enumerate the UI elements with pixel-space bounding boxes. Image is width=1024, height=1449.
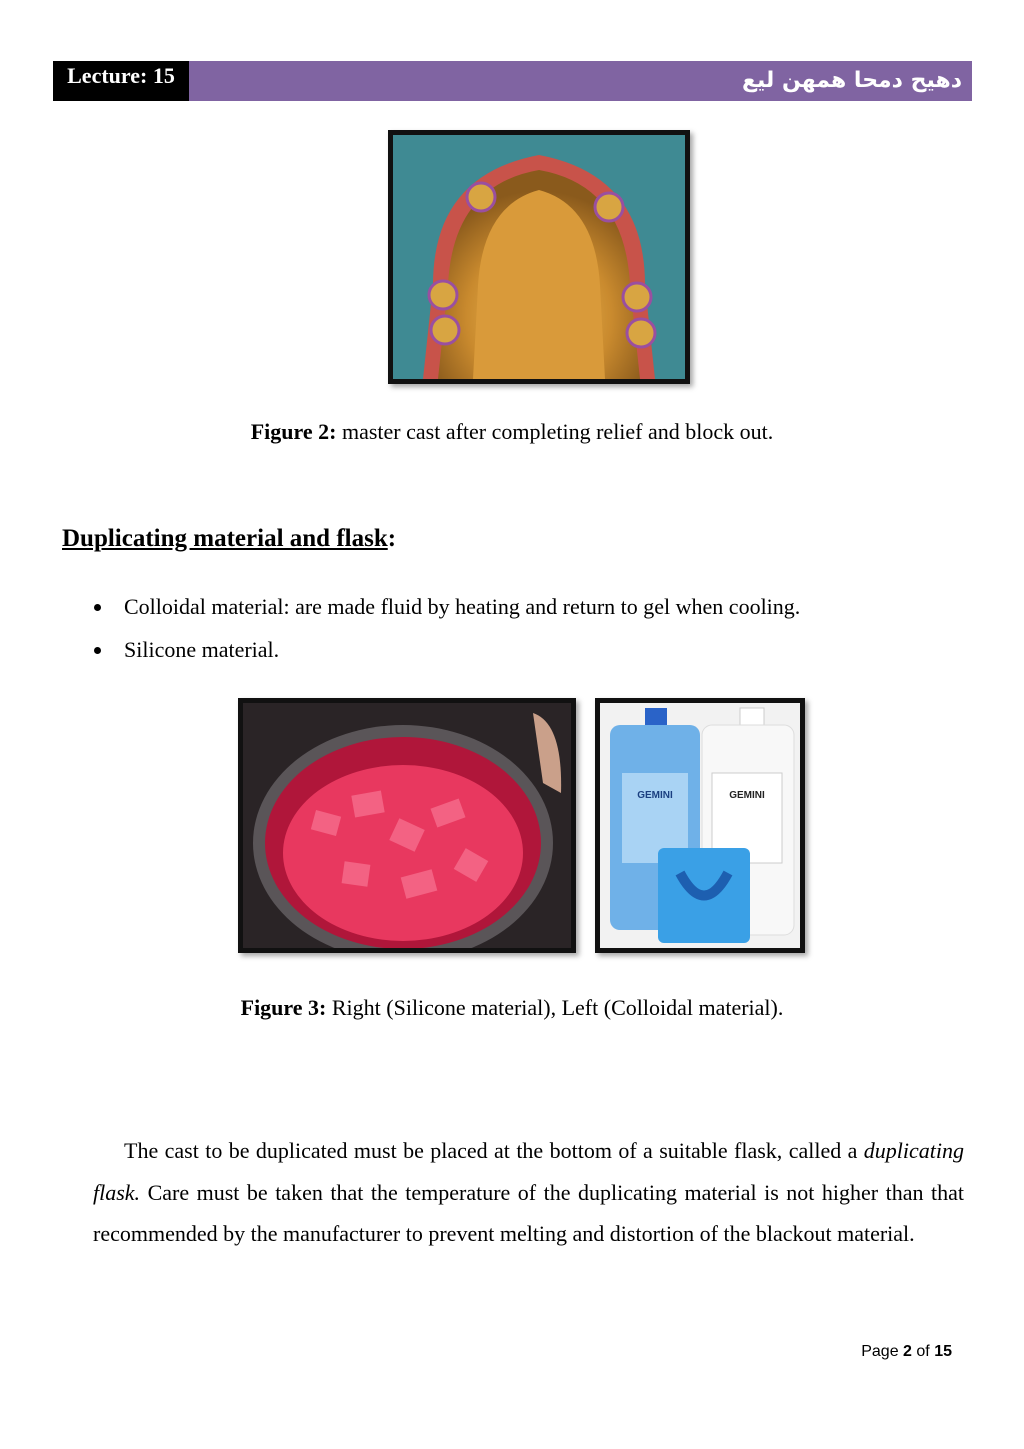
body-paragraph [93,1130,964,1255]
figure-3-left-image [238,698,576,953]
figure-3-text: Right (Silicone material), Left (Colloidal material). [326,995,784,1020]
header-bar [53,61,972,101]
page-word: Page [861,1343,899,1360]
figure-3-caption [0,995,1024,1021]
paragraph-part-2: Care must be taken that the temperature of the duplicating material is not higher than that recommended by the manufacturer to prevent melting and distortion of the blackout material. [93,1179,964,1246]
page-footer [861,1343,952,1361]
figure-2-image [388,130,690,384]
section-heading [62,525,396,553]
figure-2-caption [0,419,1024,445]
figure-3-right-image [595,698,805,953]
list-item: Silicone material. [90,633,800,676]
of-word: of [916,1343,930,1360]
material-list [90,590,800,676]
paragraph-italic: duplicating flask. [93,1138,964,1205]
figure-2-text: master cast after completing relief and block out. [336,419,774,444]
bottle-label-2: GEMINI [729,790,765,801]
figure-3-label: Figure 3: [240,995,327,1020]
page-total: 15 [934,1343,952,1360]
bottle-label-1: GEMINI [637,790,673,801]
figure-2-label: Figure 2: [250,419,337,444]
page-number: 2 [903,1343,912,1360]
section-title-colon: : [387,525,397,552]
paragraph-part-1: The cast to be duplicated must be placed at the bottom of a suitable flask, called a [124,1138,864,1163]
section-title: Duplicating material and flask [62,525,388,552]
author-name: دهيح دمحا همهن ليع [742,68,962,93]
lecture-label: Lecture: 15 [53,61,189,101]
list-item: Colloidal material: are made fluid by heating and return to gel when cooling. [90,590,800,633]
